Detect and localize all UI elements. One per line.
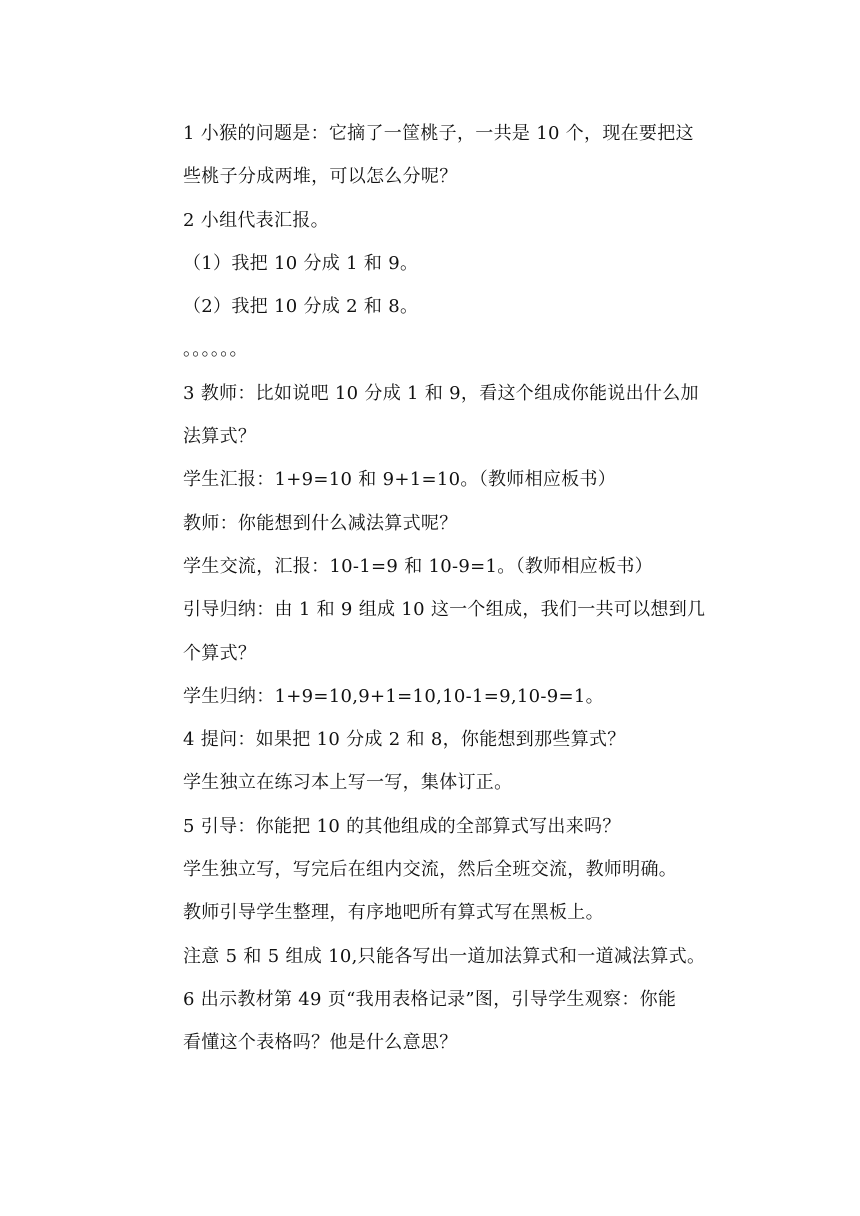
text-line: 看懂这个表格吗？他是什么意思？	[183, 1032, 458, 1054]
text-line: 法算式？	[183, 426, 257, 448]
text-line: 3 教师：比如说吧 10 分成 1 和 9，看这个组成你能说出什么加	[183, 382, 699, 404]
text-line: 2 小组代表汇报。	[183, 209, 329, 231]
text-line: 4 提问：如果把 10 分成 2 和 8，你能想到那些算式？	[183, 729, 626, 751]
text-line: 个算式？	[183, 642, 257, 664]
text-line: （1）我把 10 分成 1 和 9。	[183, 252, 419, 274]
text-line: 教师引导学生整理，有序地吧所有算式写在黑板上。	[183, 902, 604, 924]
text-line: 。。。。。。	[183, 339, 248, 361]
text-line: 6 出示教材第 49 页“我用表格记录”图，引导学生观察：你能	[183, 988, 677, 1010]
text-line: 学生交流，汇报：10-1=9 和 10-9=1。（教师相应板书）	[183, 555, 653, 577]
text-line: （2）我把 10 分成 2 和 8。	[183, 296, 419, 318]
text-line: 学生汇报：1+9=10 和 9+1=10。（教师相应板书）	[183, 469, 617, 491]
text-line: 教师：你能想到什么减法算式呢？	[183, 512, 458, 534]
text-line: 5 引导：你能把 10 的其他组成的全部算式写出来吗？	[183, 815, 621, 837]
text-line: 学生独立在练习本上写一写，集体订正。	[183, 772, 513, 794]
document-body	[183, 112, 753, 1065]
text-line: 些桃子分成两堆，可以怎么分呢？	[183, 166, 458, 188]
text-line: 注意 5 和 5 组成 10,只能各写出一道加法算式和一道减法算式。	[183, 945, 706, 967]
text-line: 学生归纳：1+9=10,9+1=10,10-1=9,10-9=1。	[183, 685, 604, 707]
text-line: 1 小猴的问题是：它摘了一筐桃子，一共是 10 个，现在要把这	[183, 123, 694, 144]
text-line: 学生独立写，写完后在组内交流，然后全班交流，教师明确。	[183, 859, 678, 881]
text-line: 引导归纳：由 1 和 9 组成 10 这一个组成，我们一共可以想到几	[183, 599, 706, 621]
